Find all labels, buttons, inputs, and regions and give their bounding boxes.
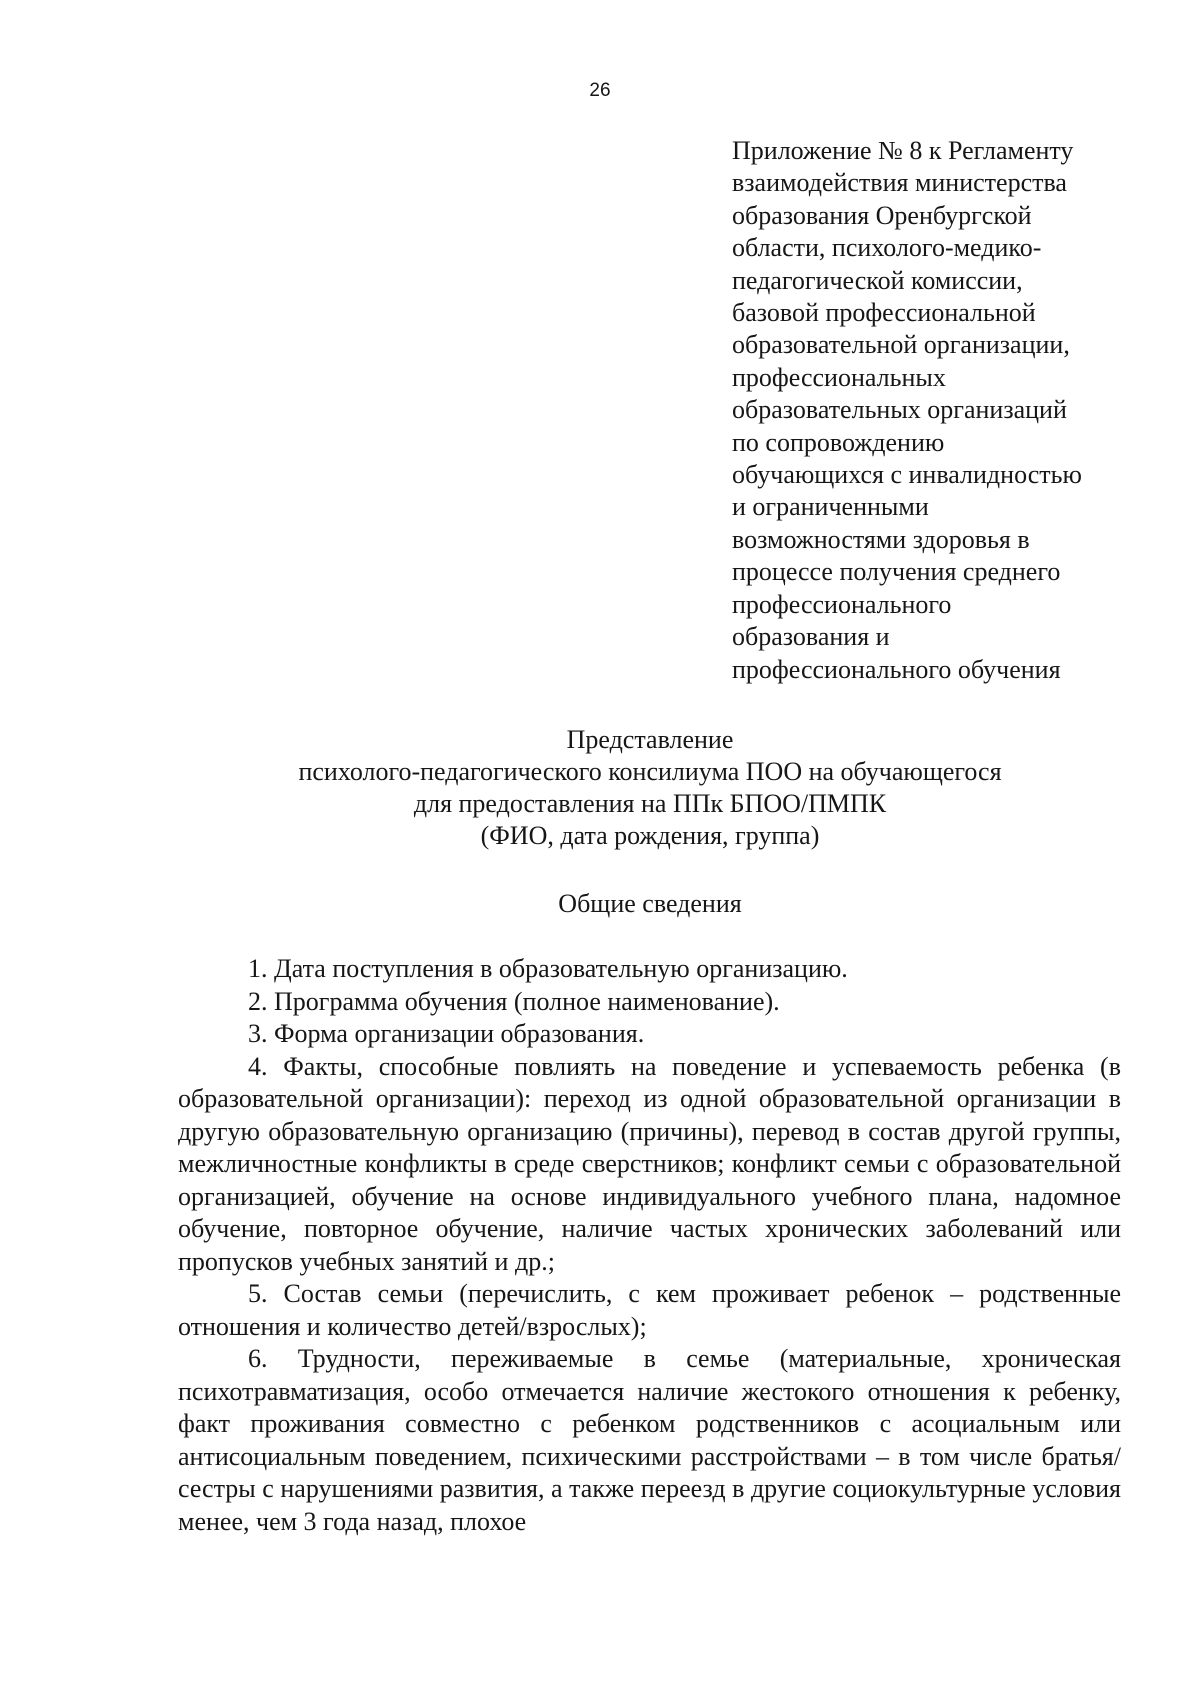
appendix-line: образования и: [732, 622, 890, 652]
title-line: Представление: [566, 725, 734, 754]
appendix-line: области, психолого-медико-: [732, 233, 1042, 263]
appendix-line: возможностями здоровья в: [732, 524, 1030, 554]
appendix-line: профессионального: [732, 589, 952, 619]
appendix-line: образовательных организаций: [732, 395, 1067, 425]
paragraph: 5. Состав семьи (перечислить, с кем проживает ребенок – родственные отношения и количество детей/взрослых);: [178, 1279, 1121, 1341]
paragraph: 4. Факты, способные повлиять на поведение и успеваемость ребенка (в образовательной организации): переход из одной образовательной организации в другую образовательную организацию (причины), перевод в состав другой группы, межличностные конфликты в среде сверстников; конфликт семьи с образовательной организацией, обучение на основе индивидуального учебного плана, надомное обучение, повторное обучение, наличие частых хронических заболеваний или пропусков учебных занятий и др.;: [178, 1051, 1121, 1276]
appendix-line: по сопровождению: [732, 427, 945, 457]
appendix-line: и ограниченными: [732, 492, 929, 522]
paragraph: 6. Трудности, переживаемые в семье (материальные, хроническая психотравматизация, особо отмечается наличие жестокого отношения к ребенку, факт проживания совместно с ребенком родственников с асоциальным или антисоциальным поведением, психическими расстройствами – в том числе братья/сестры с нарушениями развития, а также переезд в другие социокультурные условия менее, чем 3 года назад, плохое: [178, 1344, 1121, 1536]
appendix-line: процессе получения среднего: [732, 557, 1061, 587]
paragraph: 1. Дата поступления в образовательную организацию.: [248, 954, 848, 983]
appendix-line: профессионального обучения: [732, 654, 1061, 684]
page-number: 26: [589, 80, 611, 101]
paragraph: 3. Форма организации образования.: [248, 1019, 645, 1048]
appendix-note: [732, 135, 1152, 686]
appendix-line: педагогической комиссии,: [732, 265, 1023, 295]
document-title: [180, 724, 1120, 852]
title-line: для предоставления на ППк БПОО/ПМПК: [413, 789, 887, 818]
title-line: психолого-педагогического консилиума ПОО на обучающегося: [298, 757, 1002, 786]
appendix-line: Приложение № 8 к Регламенту: [732, 136, 1074, 165]
appendix-line: профессиональных: [732, 362, 946, 392]
title-line: (ФИО, дата рождения, группа): [480, 821, 820, 850]
paragraph: 2. Программа обучения (полное наименование).: [248, 986, 780, 1016]
section-title: Общие сведения: [558, 889, 742, 918]
appendix-line: базовой профессиональной: [732, 298, 1036, 328]
appendix-line: взаимодействия министерства: [732, 168, 1067, 198]
body-text: [178, 953, 1121, 1538]
appendix-line: обучающихся с инвалидностью: [732, 460, 1082, 490]
appendix-line: образовательной организации,: [732, 330, 1070, 360]
appendix-line: образования Оренбургской: [732, 200, 1032, 230]
